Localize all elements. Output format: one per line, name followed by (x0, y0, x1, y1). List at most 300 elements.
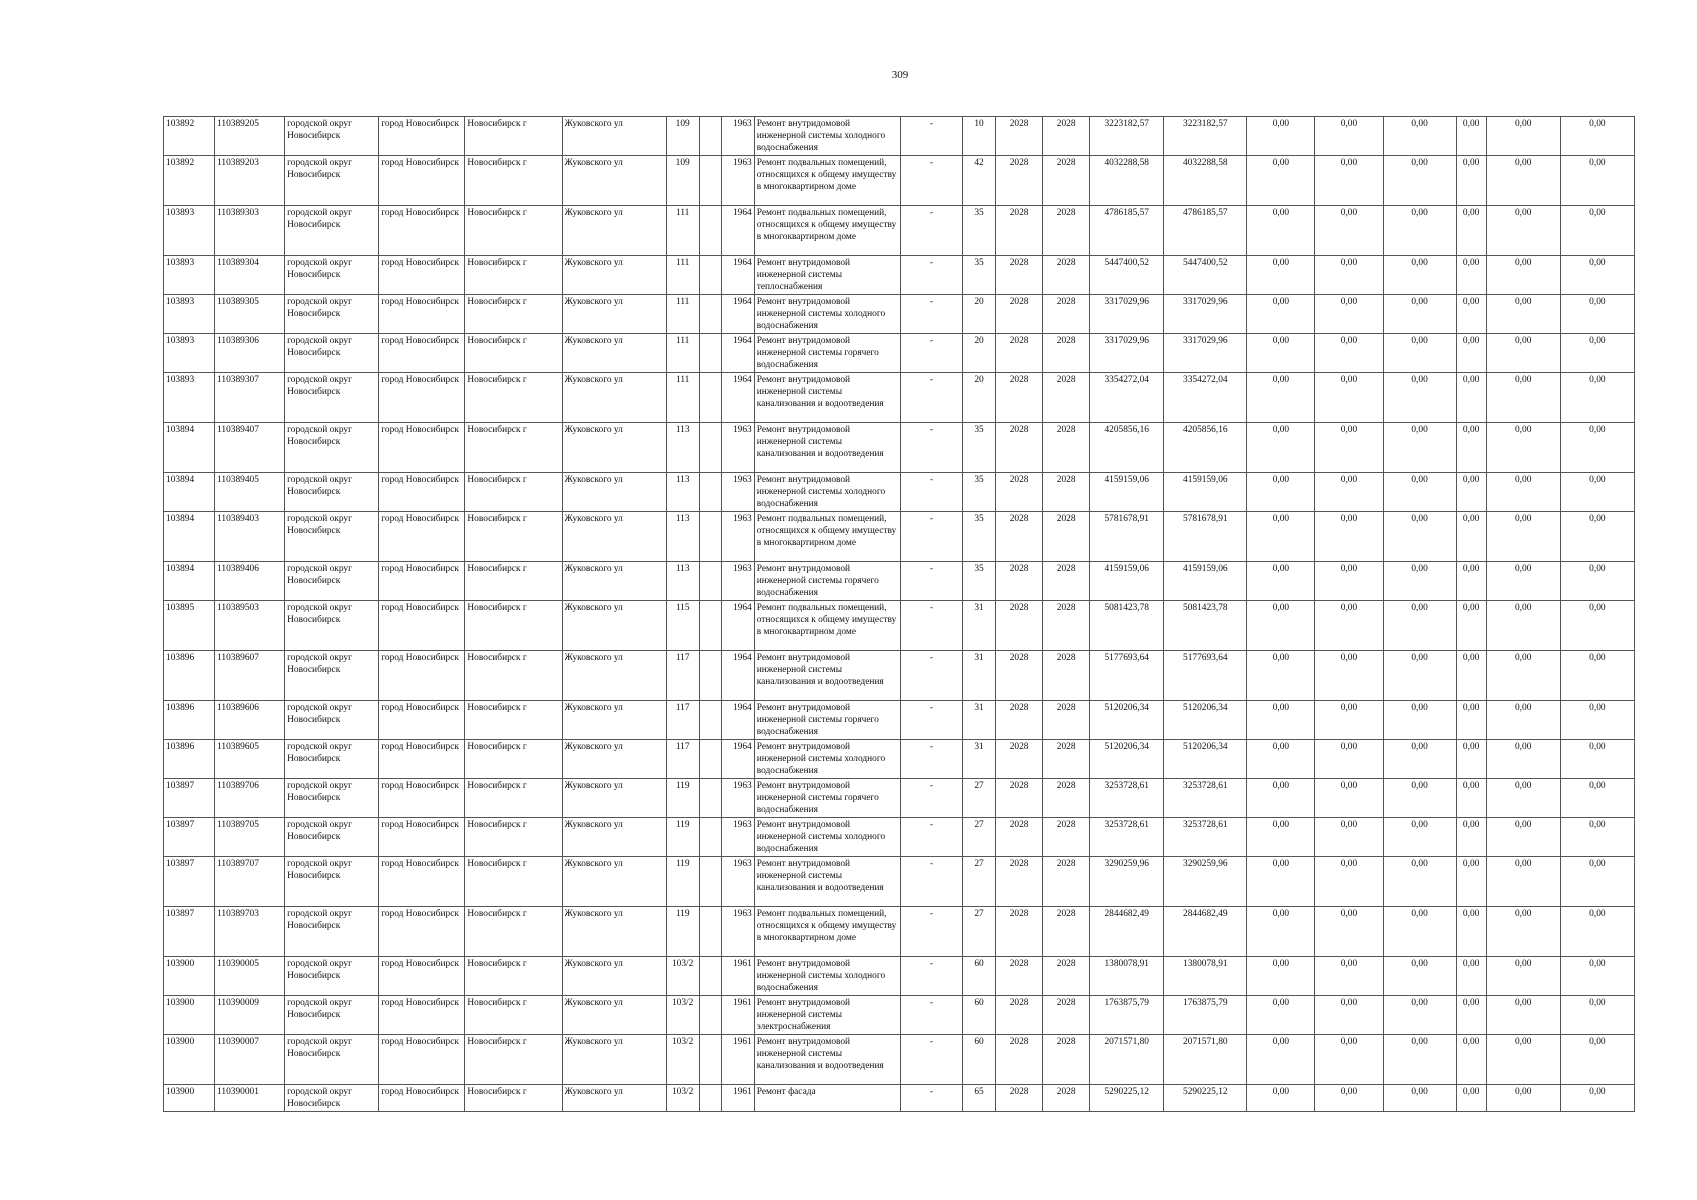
row-code: 110389606 (215, 701, 285, 740)
row-settlement: город Новосибирск (379, 117, 465, 156)
row-value-1: 0,00 (1247, 1085, 1315, 1112)
row-settlement: город Новосибирск (379, 996, 465, 1035)
row-house: 113 (666, 512, 699, 562)
row-year: 1963 (721, 423, 754, 473)
row-value-3: 0,00 (1383, 562, 1456, 601)
row-year-end: 2028 (1043, 512, 1090, 562)
row-value-3: 0,00 (1383, 156, 1456, 206)
row-district: городской округ Новосибирск (285, 818, 379, 857)
row-cost-total: 3317029,96 (1090, 334, 1164, 373)
row-year: 1964 (721, 334, 754, 373)
row-value-6: 0,00 (1560, 857, 1634, 907)
row-settlement: город Новосибирск (379, 740, 465, 779)
row-value-5: 0,00 (1486, 156, 1560, 206)
row-value-3: 0,00 (1383, 818, 1456, 857)
row-value-4: 0,00 (1456, 423, 1486, 473)
row-house: 103/2 (666, 957, 699, 996)
row-code: 110389307 (215, 373, 285, 423)
row-work: Ремонт внутридомовой инженерной системы канализования и водоотведения (754, 423, 900, 473)
row-value-1: 0,00 (1247, 562, 1315, 601)
row-work: Ремонт внутридомовой инженерной системы горячего водоснабжения (754, 701, 900, 740)
row-dash: - (900, 156, 962, 206)
row-year-end: 2028 (1043, 206, 1090, 256)
table-row (164, 957, 1635, 996)
row-year-end: 2028 (1043, 740, 1090, 779)
row-city: Новосибирск г (465, 473, 562, 512)
row-district: городской округ Новосибирск (285, 996, 379, 1035)
row-house: 117 (666, 701, 699, 740)
row-settlement: город Новосибирск (379, 1035, 465, 1085)
row-settlement: город Новосибирск (379, 957, 465, 996)
row-num: 31 (963, 701, 996, 740)
table-row (164, 740, 1635, 779)
row-num: 35 (963, 512, 996, 562)
row-cost-total: 3253728,61 (1090, 818, 1164, 857)
row-value-3: 0,00 (1383, 1085, 1456, 1112)
row-value-6: 0,00 (1560, 996, 1634, 1035)
row-year-start: 2028 (996, 256, 1043, 295)
row-year: 1964 (721, 256, 754, 295)
row-city: Новосибирск г (465, 156, 562, 206)
row-value-6: 0,00 (1560, 473, 1634, 512)
row-cost-fund: 3317029,96 (1164, 334, 1247, 373)
row-work: Ремонт внутридомовой инженерной системы холодного водоснабжения (754, 295, 900, 334)
row-cost-fund: 3354272,04 (1164, 373, 1247, 423)
row-street: Жуковского ул (562, 701, 666, 740)
row-code: 110389706 (215, 779, 285, 818)
row-value-2: 0,00 (1315, 373, 1383, 423)
row-value-6: 0,00 (1560, 957, 1634, 996)
row-value-6: 0,00 (1560, 779, 1634, 818)
row-id: 103897 (164, 779, 215, 818)
row-num: 27 (963, 907, 996, 957)
row-street: Жуковского ул (562, 996, 666, 1035)
row-cost-total: 1763875,79 (1090, 996, 1164, 1035)
row-year: 1963 (721, 117, 754, 156)
row-cost-fund: 3253728,61 (1164, 818, 1247, 857)
row-year-end: 2028 (1043, 473, 1090, 512)
row-work: Ремонт внутридомовой инженерной системы холодного водоснабжения (754, 818, 900, 857)
row-blank (699, 117, 721, 156)
row-dash: - (900, 779, 962, 818)
row-blank (699, 601, 721, 651)
row-blank (699, 701, 721, 740)
row-district: городской округ Новосибирск (285, 907, 379, 957)
row-value-3: 0,00 (1383, 423, 1456, 473)
row-work: Ремонт внутридомовой инженерной системы канализования и водоотведения (754, 373, 900, 423)
table-row (164, 818, 1635, 857)
row-value-3: 0,00 (1383, 512, 1456, 562)
row-street: Жуковского ул (562, 295, 666, 334)
row-num: 35 (963, 206, 996, 256)
row-num: 27 (963, 818, 996, 857)
row-value-4: 0,00 (1456, 256, 1486, 295)
row-id: 103893 (164, 206, 215, 256)
row-code: 110390001 (215, 1085, 285, 1112)
row-value-4: 0,00 (1456, 857, 1486, 907)
row-dash: - (900, 373, 962, 423)
row-year-start: 2028 (996, 512, 1043, 562)
table-row (164, 512, 1635, 562)
row-city: Новосибирск г (465, 651, 562, 701)
row-cost-total: 4786185,57 (1090, 206, 1164, 256)
row-cost-total: 3290259,96 (1090, 857, 1164, 907)
row-year-end: 2028 (1043, 1085, 1090, 1112)
row-value-4: 0,00 (1456, 818, 1486, 857)
row-district: городской округ Новосибирск (285, 651, 379, 701)
row-code: 110390009 (215, 996, 285, 1035)
row-cost-total: 5290225,12 (1090, 1085, 1164, 1112)
row-cost-total: 5120206,34 (1090, 701, 1164, 740)
row-value-6: 0,00 (1560, 512, 1634, 562)
row-dash: - (900, 473, 962, 512)
row-work: Ремонт внутридомовой инженерной системы канализования и водоотведения (754, 651, 900, 701)
row-cost-total: 3223182,57 (1090, 117, 1164, 156)
row-code: 110389705 (215, 818, 285, 857)
row-value-1: 0,00 (1247, 957, 1315, 996)
row-city: Новосибирск г (465, 512, 562, 562)
row-year-start: 2028 (996, 206, 1043, 256)
table-row (164, 373, 1635, 423)
row-code: 110389303 (215, 206, 285, 256)
row-cost-fund: 5290225,12 (1164, 1085, 1247, 1112)
row-street: Жуковского ул (562, 740, 666, 779)
row-city: Новосибирск г (465, 334, 562, 373)
row-id: 103895 (164, 601, 215, 651)
row-year: 1964 (721, 295, 754, 334)
row-work: Ремонт подвальных помещений, относящихся к общему имуществу в многоквартирном доме (754, 512, 900, 562)
row-value-4: 0,00 (1456, 907, 1486, 957)
row-code: 110389406 (215, 562, 285, 601)
row-year: 1964 (721, 373, 754, 423)
row-value-5: 0,00 (1486, 295, 1560, 334)
row-value-4: 0,00 (1456, 779, 1486, 818)
row-blank (699, 206, 721, 256)
row-id: 103893 (164, 256, 215, 295)
row-year-start: 2028 (996, 779, 1043, 818)
table-row (164, 334, 1635, 373)
row-year-start: 2028 (996, 957, 1043, 996)
row-value-2: 0,00 (1315, 601, 1383, 651)
row-blank (699, 256, 721, 295)
row-settlement: город Новосибирск (379, 256, 465, 295)
row-district: городской округ Новосибирск (285, 779, 379, 818)
row-settlement: город Новосибирск (379, 857, 465, 907)
row-year-end: 2028 (1043, 779, 1090, 818)
row-blank (699, 156, 721, 206)
row-value-4: 0,00 (1456, 512, 1486, 562)
row-value-2: 0,00 (1315, 117, 1383, 156)
row-id: 103900 (164, 1085, 215, 1112)
row-settlement: город Новосибирск (379, 423, 465, 473)
row-year-end: 2028 (1043, 818, 1090, 857)
row-street: Жуковского ул (562, 373, 666, 423)
row-value-3: 0,00 (1383, 701, 1456, 740)
row-year: 1964 (721, 206, 754, 256)
row-num: 35 (963, 562, 996, 601)
row-value-1: 0,00 (1247, 295, 1315, 334)
row-street: Жуковского ул (562, 156, 666, 206)
row-year-start: 2028 (996, 117, 1043, 156)
row-district: городской округ Новосибирск (285, 117, 379, 156)
row-id: 103896 (164, 651, 215, 701)
row-value-4: 0,00 (1456, 957, 1486, 996)
row-cost-fund: 4786185,57 (1164, 206, 1247, 256)
table-row (164, 907, 1635, 957)
row-cost-fund: 4159159,06 (1164, 473, 1247, 512)
row-value-5: 0,00 (1486, 373, 1560, 423)
row-value-2: 0,00 (1315, 423, 1383, 473)
row-cost-total: 1380078,91 (1090, 957, 1164, 996)
row-year-start: 2028 (996, 601, 1043, 651)
page-number: 309 (891, 69, 909, 81)
row-house: 111 (666, 373, 699, 423)
row-dash: - (900, 996, 962, 1035)
row-value-5: 0,00 (1486, 907, 1560, 957)
row-year: 1964 (721, 740, 754, 779)
row-value-3: 0,00 (1383, 996, 1456, 1035)
table-row (164, 156, 1635, 206)
row-settlement: город Новосибирск (379, 512, 465, 562)
row-year-start: 2028 (996, 473, 1043, 512)
row-value-2: 0,00 (1315, 957, 1383, 996)
row-year: 1963 (721, 473, 754, 512)
row-cost-total: 4159159,06 (1090, 473, 1164, 512)
row-work: Ремонт подвальных помещений, относящихся к общему имуществу в многоквартирном доме (754, 156, 900, 206)
row-blank (699, 651, 721, 701)
row-street: Жуковского ул (562, 779, 666, 818)
row-value-5: 0,00 (1486, 651, 1560, 701)
row-value-1: 0,00 (1247, 701, 1315, 740)
row-cost-total: 4205856,16 (1090, 423, 1164, 473)
row-cost-fund: 4159159,06 (1164, 562, 1247, 601)
row-value-4: 0,00 (1456, 740, 1486, 779)
row-city: Новосибирск г (465, 740, 562, 779)
row-num: 60 (963, 957, 996, 996)
row-year: 1961 (721, 1035, 754, 1085)
row-cost-total: 3253728,61 (1090, 779, 1164, 818)
row-value-3: 0,00 (1383, 779, 1456, 818)
row-cost-fund: 2071571,80 (1164, 1035, 1247, 1085)
table-row (164, 206, 1635, 256)
row-value-6: 0,00 (1560, 562, 1634, 601)
register-table (163, 116, 1635, 1112)
row-code: 110389605 (215, 740, 285, 779)
row-year-start: 2028 (996, 1035, 1043, 1085)
row-city: Новосибирск г (465, 562, 562, 601)
row-cost-fund: 3290259,96 (1164, 857, 1247, 907)
row-work: Ремонт внутридомовой инженерной системы холодного водоснабжения (754, 740, 900, 779)
row-year-start: 2028 (996, 996, 1043, 1035)
row-city: Новосибирск г (465, 206, 562, 256)
row-street: Жуковского ул (562, 562, 666, 601)
table-row (164, 423, 1635, 473)
row-year-start: 2028 (996, 423, 1043, 473)
row-id: 103896 (164, 701, 215, 740)
row-year-start: 2028 (996, 651, 1043, 701)
row-house: 111 (666, 334, 699, 373)
row-blank (699, 857, 721, 907)
row-cost-fund: 4205856,16 (1164, 423, 1247, 473)
row-cost-fund: 3253728,61 (1164, 779, 1247, 818)
row-value-4: 0,00 (1456, 156, 1486, 206)
row-value-2: 0,00 (1315, 1085, 1383, 1112)
row-value-5: 0,00 (1486, 701, 1560, 740)
row-value-3: 0,00 (1383, 117, 1456, 156)
row-value-1: 0,00 (1247, 473, 1315, 512)
row-value-2: 0,00 (1315, 779, 1383, 818)
row-value-2: 0,00 (1315, 996, 1383, 1035)
row-code: 110389405 (215, 473, 285, 512)
row-year-start: 2028 (996, 334, 1043, 373)
table-row (164, 701, 1635, 740)
row-city: Новосибирск г (465, 1085, 562, 1112)
row-year-end: 2028 (1043, 156, 1090, 206)
row-num: 27 (963, 779, 996, 818)
row-value-5: 0,00 (1486, 818, 1560, 857)
row-district: городской округ Новосибирск (285, 740, 379, 779)
row-blank (699, 996, 721, 1035)
row-dash: - (900, 562, 962, 601)
row-value-6: 0,00 (1560, 373, 1634, 423)
row-cost-total: 5177693,64 (1090, 651, 1164, 701)
row-value-5: 0,00 (1486, 512, 1560, 562)
row-value-1: 0,00 (1247, 373, 1315, 423)
table-row (164, 473, 1635, 512)
row-house: 119 (666, 907, 699, 957)
row-num: 27 (963, 857, 996, 907)
row-year-end: 2028 (1043, 117, 1090, 156)
row-code: 110389407 (215, 423, 285, 473)
row-num: 60 (963, 1035, 996, 1085)
row-year: 1963 (721, 857, 754, 907)
row-cost-total: 5447400,52 (1090, 256, 1164, 295)
row-settlement: город Новосибирск (379, 907, 465, 957)
row-value-5: 0,00 (1486, 206, 1560, 256)
row-year-start: 2028 (996, 701, 1043, 740)
row-value-5: 0,00 (1486, 1085, 1560, 1112)
row-dash: - (900, 206, 962, 256)
row-code: 110389306 (215, 334, 285, 373)
row-num: 31 (963, 601, 996, 651)
row-blank (699, 957, 721, 996)
row-value-5: 0,00 (1486, 334, 1560, 373)
row-value-4: 0,00 (1456, 651, 1486, 701)
row-num: 20 (963, 295, 996, 334)
row-value-6: 0,00 (1560, 740, 1634, 779)
row-id: 103894 (164, 562, 215, 601)
row-street: Жуковского ул (562, 512, 666, 562)
row-work: Ремонт внутридомовой инженерной системы теплоснабжения (754, 256, 900, 295)
row-district: городской округ Новосибирск (285, 295, 379, 334)
row-street: Жуковского ул (562, 601, 666, 651)
row-value-3: 0,00 (1383, 601, 1456, 651)
row-value-1: 0,00 (1247, 651, 1315, 701)
row-year: 1961 (721, 996, 754, 1035)
row-value-3: 0,00 (1383, 740, 1456, 779)
row-value-4: 0,00 (1456, 1085, 1486, 1112)
row-year-end: 2028 (1043, 957, 1090, 996)
row-dash: - (900, 701, 962, 740)
row-work: Ремонт подвальных помещений, относящихся к общему имуществу в многоквартирном доме (754, 206, 900, 256)
row-value-1: 0,00 (1247, 256, 1315, 295)
row-dash: - (900, 907, 962, 957)
row-settlement: город Новосибирск (379, 601, 465, 651)
row-cost-total: 4159159,06 (1090, 562, 1164, 601)
row-code: 110389205 (215, 117, 285, 156)
row-district: городской округ Новосибирск (285, 857, 379, 907)
row-cost-fund: 5447400,52 (1164, 256, 1247, 295)
row-year-end: 2028 (1043, 601, 1090, 651)
row-district: городской округ Новосибирск (285, 562, 379, 601)
row-district: городской округ Новосибирск (285, 512, 379, 562)
row-blank (699, 1085, 721, 1112)
row-city: Новосибирск г (465, 601, 562, 651)
row-year-end: 2028 (1043, 651, 1090, 701)
row-year: 1961 (721, 957, 754, 996)
row-num: 31 (963, 651, 996, 701)
row-num: 10 (963, 117, 996, 156)
row-value-4: 0,00 (1456, 701, 1486, 740)
row-work: Ремонт внутридомовой инженерной системы горячего водоснабжения (754, 779, 900, 818)
row-dash: - (900, 1085, 962, 1112)
row-value-4: 0,00 (1456, 295, 1486, 334)
row-year-end: 2028 (1043, 1035, 1090, 1085)
row-district: городской округ Новосибирск (285, 373, 379, 423)
row-year-end: 2028 (1043, 907, 1090, 957)
row-year: 1964 (721, 601, 754, 651)
row-value-2: 0,00 (1315, 1035, 1383, 1085)
row-settlement: город Новосибирск (379, 779, 465, 818)
row-year-start: 2028 (996, 857, 1043, 907)
row-value-1: 0,00 (1247, 423, 1315, 473)
row-value-5: 0,00 (1486, 996, 1560, 1035)
row-work: Ремонт подвальных помещений, относящихся к общему имуществу в многоквартирном доме (754, 907, 900, 957)
row-value-4: 0,00 (1456, 334, 1486, 373)
row-value-5: 0,00 (1486, 857, 1560, 907)
row-value-2: 0,00 (1315, 473, 1383, 512)
row-work: Ремонт подвальных помещений, относящихся к общему имуществу в многоквартирном доме (754, 601, 900, 651)
row-cost-fund: 1763875,79 (1164, 996, 1247, 1035)
row-value-6: 0,00 (1560, 295, 1634, 334)
row-value-6: 0,00 (1560, 206, 1634, 256)
row-district: городской округ Новосибирск (285, 1085, 379, 1112)
row-city: Новосибирск г (465, 857, 562, 907)
row-id: 103892 (164, 156, 215, 206)
row-id: 103892 (164, 117, 215, 156)
row-value-3: 0,00 (1383, 651, 1456, 701)
row-cost-fund: 5120206,34 (1164, 701, 1247, 740)
row-value-3: 0,00 (1383, 957, 1456, 996)
row-value-3: 0,00 (1383, 295, 1456, 334)
row-id: 103894 (164, 512, 215, 562)
row-value-5: 0,00 (1486, 601, 1560, 651)
row-work: Ремонт внутридомовой инженерной системы холодного водоснабжения (754, 957, 900, 996)
row-work: Ремонт внутридомовой инженерной системы электроснабжения (754, 996, 900, 1035)
row-cost-fund: 3317029,96 (1164, 295, 1247, 334)
row-id: 103900 (164, 957, 215, 996)
row-street: Жуковского ул (562, 334, 666, 373)
row-blank (699, 1035, 721, 1085)
row-dash: - (900, 295, 962, 334)
row-blank (699, 562, 721, 601)
row-value-2: 0,00 (1315, 295, 1383, 334)
row-district: городской округ Новосибирск (285, 957, 379, 996)
row-street: Жуковского ул (562, 206, 666, 256)
row-house: 109 (666, 117, 699, 156)
row-num: 35 (963, 256, 996, 295)
row-value-3: 0,00 (1383, 857, 1456, 907)
